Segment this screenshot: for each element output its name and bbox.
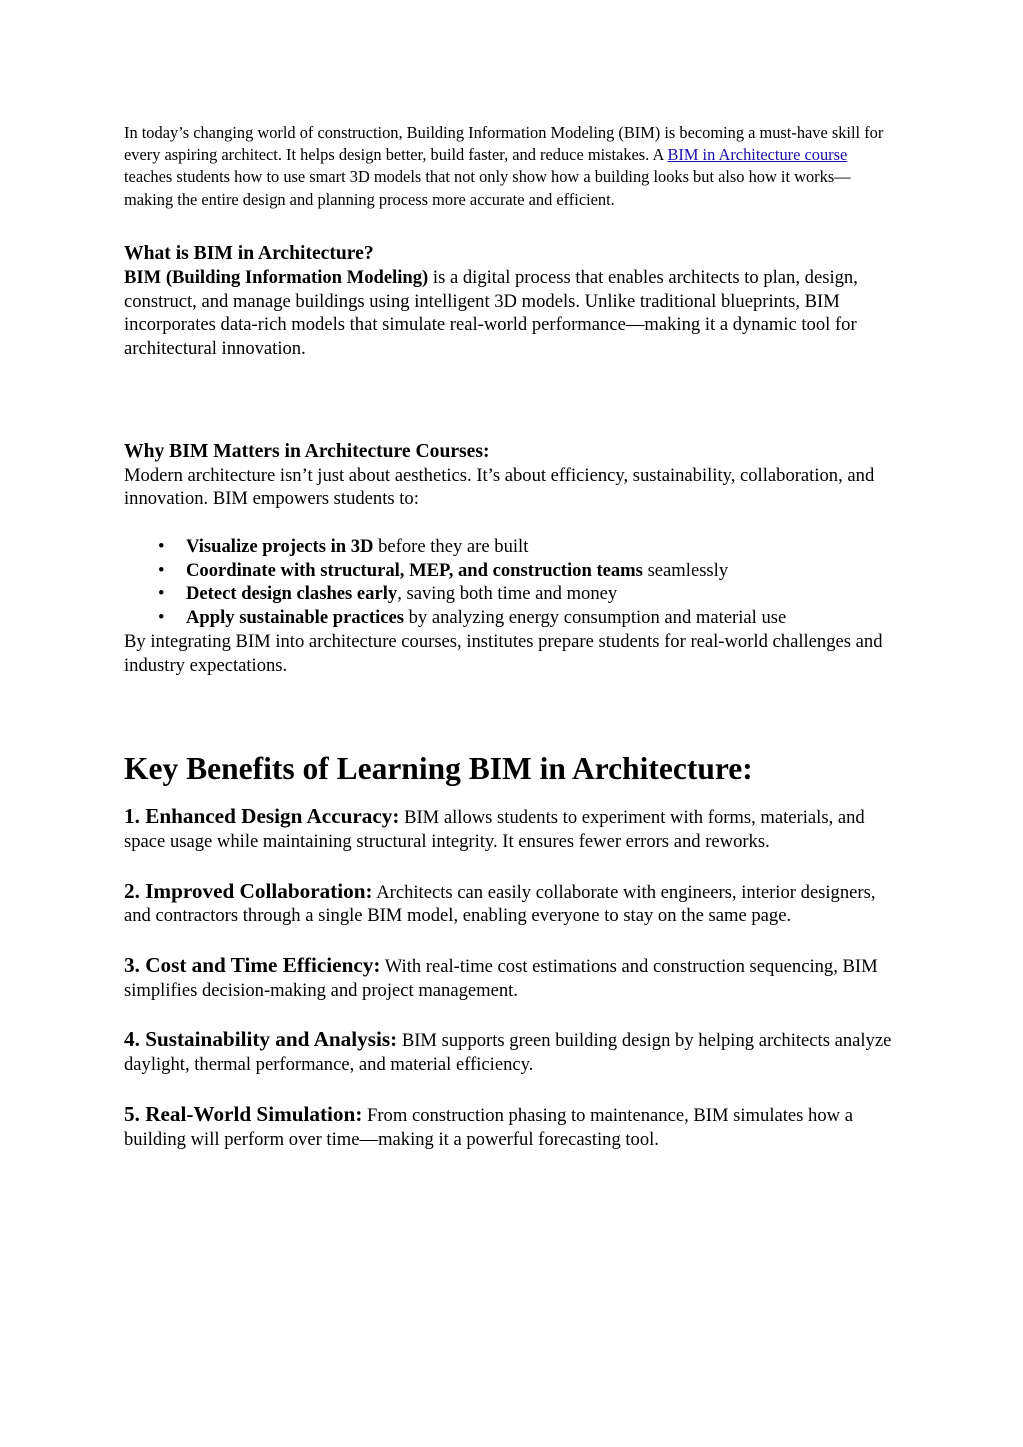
benefit-item xyxy=(124,880,899,928)
benefit-item xyxy=(124,1028,899,1076)
list-item-bold: Detect design clashes early xyxy=(186,583,398,605)
list-item-bold: Apply sustainable practices xyxy=(186,607,404,629)
list-item xyxy=(124,559,899,583)
benefit-item xyxy=(124,805,899,853)
list-item-bold: Coordinate with structural, MEP, and construction teams xyxy=(186,559,643,581)
benefit-text: From construction phasing to maintenance, BIM simulates how a building will perform over time—making it a powerful forecasting tool. xyxy=(124,1104,853,1150)
benefit-text: Architects can easily collaborate with engineers, interior designers, and contractors through a single BIM model, enabling everyone to stay on the same page. xyxy=(124,881,876,927)
why-bim-matters-heading: Why BIM Matters in Architecture Courses: xyxy=(124,440,490,462)
benefit-title: 1. Enhanced Design Accuracy: xyxy=(124,804,400,829)
bullet-icon: • xyxy=(158,536,165,558)
benefit-title: 2. Improved Collaboration: xyxy=(124,878,373,903)
benefit-title: 4. Sustainability and Analysis: xyxy=(124,1027,398,1052)
bim-definition-term: BIM (Building Information Modeling) xyxy=(124,266,429,288)
list-item-bold: Visualize projects in 3D xyxy=(186,536,374,558)
list-item-text: , saving both time and money xyxy=(397,583,618,605)
intro-text-after: teaches students how to use smart 3D models that not only show how a building looks but also how it works—making the entire design and planning process more accurate and efficient. xyxy=(124,167,851,209)
bim-definition-text: is a digital process that enables architects to plan, design, construct, and manage buildings using intelligent 3D models. Unlike traditional blueprints, BIM incorporates data-rich models that simulate real-world performance—making it a dynamic tool for architectural innovation. xyxy=(124,266,858,359)
bim-definition-paragraph xyxy=(124,266,899,361)
list-item xyxy=(124,582,899,606)
list-item-text: seamlessly xyxy=(642,559,729,581)
bullet-icon: • xyxy=(158,559,165,581)
intro-text-before: In today’s changing world of construction, Building Information Modeling (BIM) is becoming a must-have skill for every aspiring architect. It helps design better, build faster, and reduce mistakes. A xyxy=(124,123,884,165)
why-intro-paragraph: Modern architecture isn’t just about aesthetics. It’s about efficiency, sustainability, collaboration, and innovation. BIM empowers students to: xyxy=(124,464,875,510)
benefit-item xyxy=(124,1103,899,1151)
benefit-text: BIM allows students to experiment with forms, materials, and space usage while maintaining structural integrity. It ensures fewer errors and reworks. xyxy=(124,807,865,852)
key-benefits-heading: Key Benefits of Learning BIM in Architecture: xyxy=(124,751,753,787)
benefit-text: BIM supports green building design by helping architects analyze daylight, thermal performance, and material efficiency. xyxy=(124,1030,892,1076)
bim-empowers-list xyxy=(124,535,899,630)
what-is-bim-heading: What is BIM in Architecture? xyxy=(124,242,374,264)
list-item xyxy=(124,535,899,559)
why-closing-paragraph: By integrating BIM into architecture courses, institutes prepare students for real-world challenges and industry expectations. xyxy=(124,630,883,676)
document-page xyxy=(124,122,899,1151)
intro-paragraph xyxy=(124,122,899,211)
benefit-title: 3. Cost and Time Efficiency: xyxy=(124,953,381,978)
list-item-text: before they are built xyxy=(373,536,529,558)
bullet-icon: • xyxy=(158,583,165,605)
benefit-item xyxy=(124,954,899,1002)
benefit-text: With real-time cost estimations and construction sequencing, BIM simplifies decision-making and project management. xyxy=(124,956,878,1001)
bim-course-link[interactable]: BIM in Architecture course xyxy=(667,145,848,165)
bullet-icon: • xyxy=(158,607,165,629)
list-item xyxy=(124,606,899,630)
benefit-title: 5. Real-World Simulation: xyxy=(124,1101,363,1126)
list-item-text: by analyzing energy consumption and material use xyxy=(403,607,787,629)
